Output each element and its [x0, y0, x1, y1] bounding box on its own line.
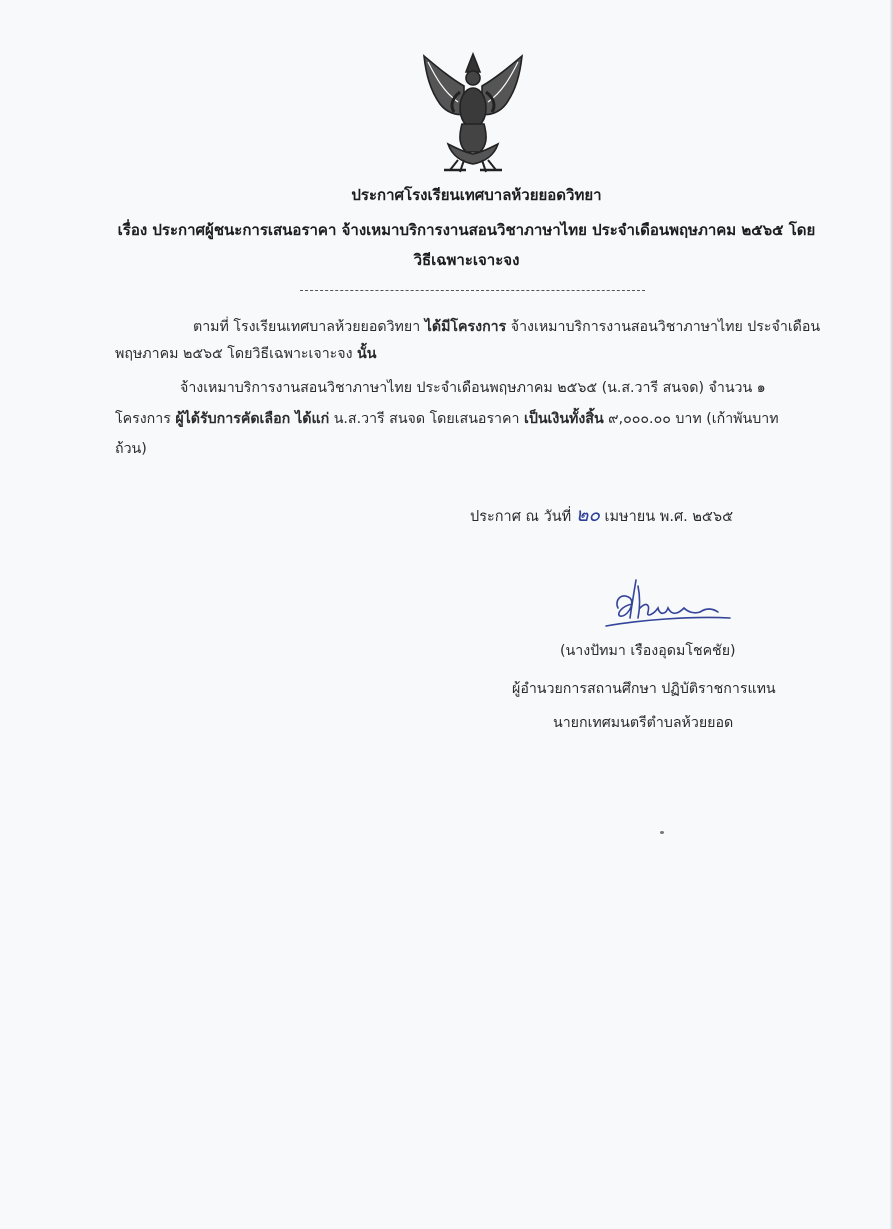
- announcement-title: ประกาศโรงเรียนเทศบาลห้วยยอดวิทยา: [351, 186, 602, 204]
- subject-line-2: วิธีเฉพาะเจาะจง: [413, 251, 520, 269]
- signer-position-line-1: ผู้อำนวยการสถานศึกษา ปฏิบัติราชการแทน: [512, 681, 776, 697]
- paragraph-2-line-1: จ้างเหมาบริการงานสอนวิชาภาษาไทย ประจำเดือนพฤษภาคม ๒๕๖๕ (น.ส.วารี สนจด) จำนวน ๑: [180, 380, 766, 396]
- handwritten-day: ๒๐: [575, 504, 600, 526]
- separator-line: [300, 290, 645, 291]
- paragraph-1-line-1: ตามที่ โรงเรียนเทศบาลห้วยยอดวิทยา ได้มีโครงการ จ้างเหมาบริการงานสอนวิชาภาษาไทย ประจำเดือน: [193, 319, 821, 335]
- handwritten-signature-icon: [600, 578, 735, 638]
- signer-position-line-2: นายกเทศมนตรีตำบลห้วยยอด: [553, 715, 734, 731]
- garuda-emblem-icon: [414, 48, 532, 174]
- paragraph-2-line-3: ถ้วน): [115, 441, 147, 457]
- signer-name: (นางปัทมา เรืองอุดมโชคชัย): [560, 643, 736, 659]
- scan-speck: [660, 831, 664, 834]
- paragraph-2-line-2: โครงการ ผู้ได้รับการคัดเลือก ได้แก่ น.ส.วารี สนจด โดยเสนอราคา เป็นเงินทั้งสิ้น ๙,๐๐๐.๐๐ บาท (เก้าพันบาท: [115, 411, 779, 427]
- paragraph-1-line-2: พฤษภาคม ๒๕๖๕ โดยวิธีเฉพาะเจาะจง นั้น: [115, 346, 377, 362]
- subject-line-1: เรื่อง ประกาศผู้ชนะการเสนอราคา จ้างเหมาบริการงานสอนวิชาภาษาไทย ประจำเดือนพฤษภาคม ๒๕๖๕ โดย: [117, 221, 816, 239]
- announcement-date: ประกาศ ณ วันที่ ๒๐ เมษายน พ.ศ. ๒๕๖๕: [470, 504, 734, 526]
